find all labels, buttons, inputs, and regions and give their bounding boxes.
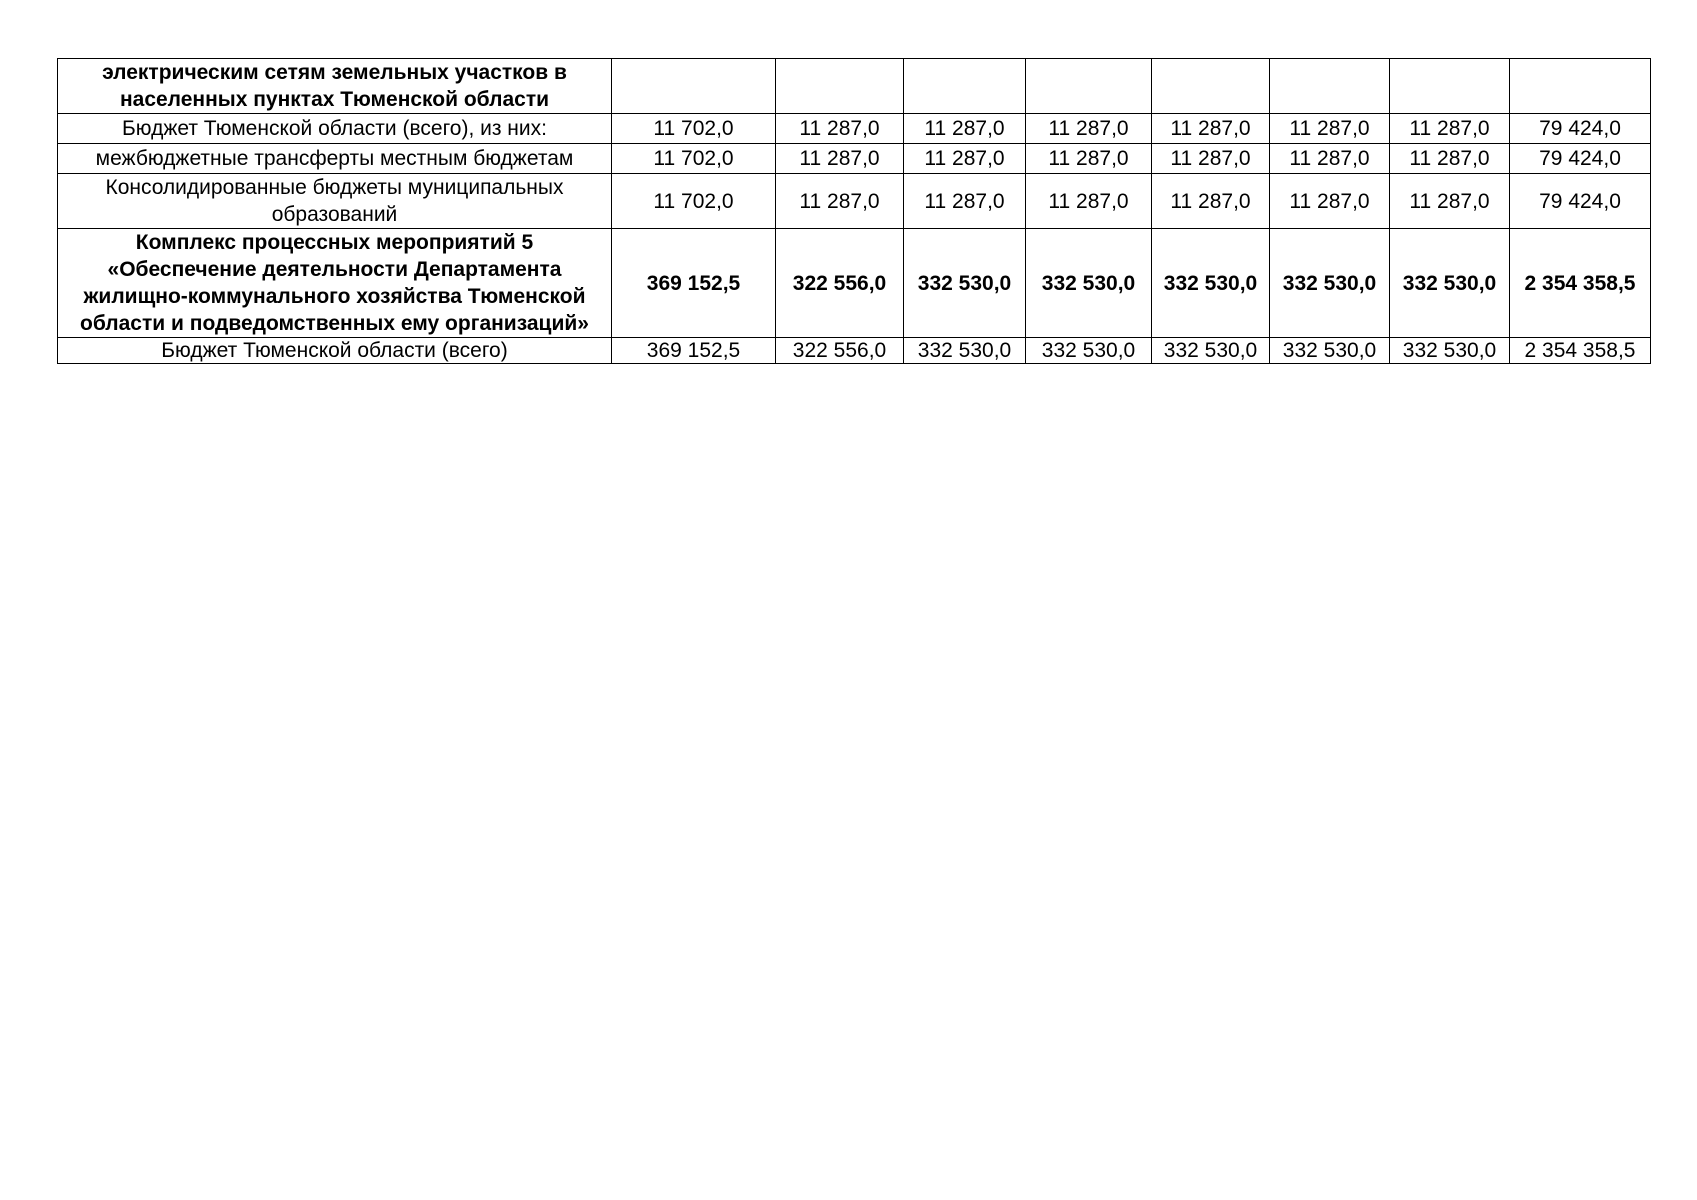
value-cell-2: 322 556,0 [776,338,904,364]
value-cell-6: 11 287,0 [1270,144,1390,174]
value-cell-5 [1152,59,1270,114]
value-cell-7: 11 287,0 [1390,144,1510,174]
value-cell-3: 11 287,0 [904,144,1026,174]
total-cell: 79 424,0 [1510,114,1651,144]
value-cell-3: 11 287,0 [904,114,1026,144]
value-cell-4: 11 287,0 [1026,174,1152,229]
row-label: Бюджет Тюменской области (всего) [58,338,612,364]
value-cell-3: 11 287,0 [904,174,1026,229]
value-cell-6: 11 287,0 [1270,114,1390,144]
value-cell-7: 332 530,0 [1390,229,1510,338]
value-cell-5: 332 530,0 [1152,338,1270,364]
row-label: межбюджетные трансферты местным бюджетам [58,144,612,174]
value-cell-1: 11 702,0 [612,114,776,144]
table-row [58,338,1651,364]
total-cell: 79 424,0 [1510,174,1651,229]
value-cell-5: 11 287,0 [1152,174,1270,229]
value-cell-4: 11 287,0 [1026,114,1152,144]
value-cell-2: 11 287,0 [776,114,904,144]
row-label: Комплекс процессных мероприятий 5 «Обеспечение деятельности Департамента жилищно-коммунального хозяйства Тюменской области и подведомственных ему организаций» [58,229,612,338]
row-label: Консолидированные бюджеты муниципальных образований [58,174,612,229]
value-cell-7: 11 287,0 [1390,174,1510,229]
value-cell-3: 332 530,0 [904,229,1026,338]
value-cell-2: 322 556,0 [776,229,904,338]
value-cell-1: 11 702,0 [612,144,776,174]
value-cell-6: 332 530,0 [1270,338,1390,364]
table-row [58,174,1651,229]
value-cell-3 [904,59,1026,114]
value-cell-1: 369 152,5 [612,229,776,338]
value-cell-2: 11 287,0 [776,144,904,174]
value-cell-1 [612,59,776,114]
table-row [58,59,1651,114]
budget-table [57,58,1651,364]
value-cell-2 [776,59,904,114]
row-label: электрическим сетям земельных участков в населенных пунктах Тюменской области [58,59,612,114]
value-cell-3: 332 530,0 [904,338,1026,364]
value-cell-4: 332 530,0 [1026,229,1152,338]
row-label: Бюджет Тюменской области (всего), из них: [58,114,612,144]
value-cell-5: 11 287,0 [1152,114,1270,144]
table-row [58,229,1651,338]
value-cell-1: 369 152,5 [612,338,776,364]
table-row [58,114,1651,144]
value-cell-6: 332 530,0 [1270,229,1390,338]
total-cell: 2 354 358,5 [1510,338,1651,364]
value-cell-4: 332 530,0 [1026,338,1152,364]
value-cell-2: 11 287,0 [776,174,904,229]
total-cell [1510,59,1651,114]
value-cell-4: 11 287,0 [1026,144,1152,174]
value-cell-4 [1026,59,1152,114]
value-cell-5: 11 287,0 [1152,144,1270,174]
value-cell-7: 332 530,0 [1390,338,1510,364]
total-cell: 2 354 358,5 [1510,229,1651,338]
value-cell-6 [1270,59,1390,114]
value-cell-7 [1390,59,1510,114]
value-cell-6: 11 287,0 [1270,174,1390,229]
table-row [58,144,1651,174]
value-cell-7: 11 287,0 [1390,114,1510,144]
value-cell-5: 332 530,0 [1152,229,1270,338]
value-cell-1: 11 702,0 [612,174,776,229]
total-cell: 79 424,0 [1510,144,1651,174]
